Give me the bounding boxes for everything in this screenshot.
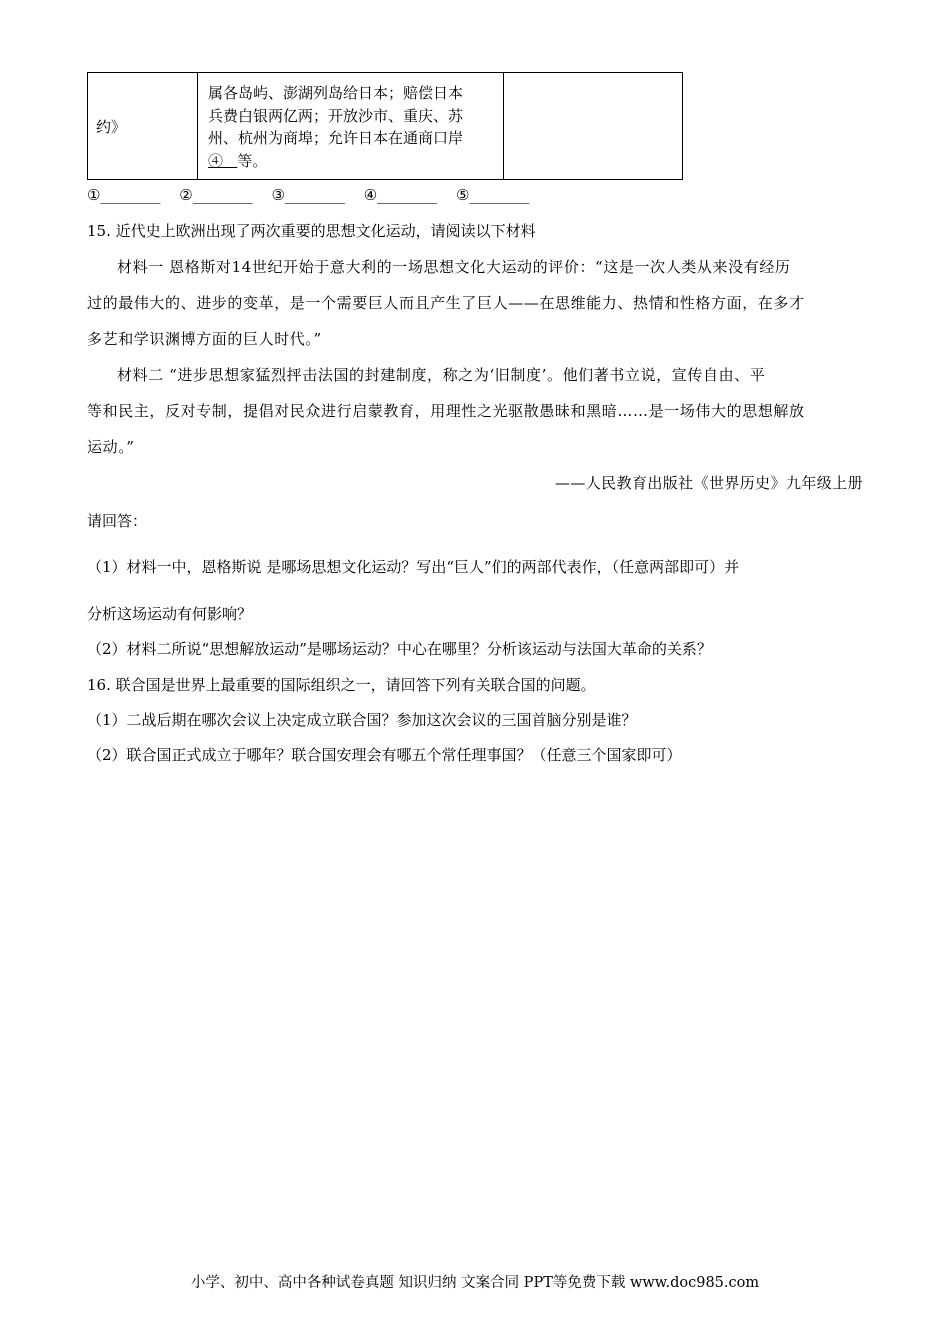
blank-1[interactable]: ①________	[87, 186, 161, 204]
blank-4[interactable]: ④________	[363, 186, 438, 204]
empty-cell	[504, 73, 682, 179]
q15-sub-2: （2）材料二所说“思想解放运动”是哪场运动？中心在哪里？分析该运动与法国大革命的关系？	[87, 640, 712, 658]
material-1-line-1: 材料一 恩格斯对14世纪开始于意大利的一场思想文化大运动的评价：“这是一次人类从来没有经历	[117, 258, 791, 276]
q15-stem: 15. 近代史上欧洲出现了两次重要的思想文化运动，请阅读以下材料	[87, 222, 536, 240]
content-line: 兵费白银两亿两；开放沙市、重庆、苏	[208, 106, 464, 125]
page-footer: 小学、初中、高中各种试卷真题 知识归纳 文案合同 PPT等免费下载 www.doc985.com	[190, 1275, 760, 1291]
answer-prompt: 请回答：	[87, 512, 148, 530]
treaty-name-cell: 约》	[88, 73, 198, 179]
blank-3[interactable]: ③________	[271, 186, 345, 204]
content-line	[208, 150, 497, 173]
material-1-line-2: 过的最伟大的、进步的变革，是一个需要巨人而且产生了巨人——在思维能力、热情和性格方面，在多才	[87, 294, 805, 312]
q15-sub-1-line-1: （1）材料一中，恩格斯说 是哪场思想文化运动？写出“巨人”们的两部代表作，（任意两部即可）并	[87, 558, 740, 576]
content-line: 州、杭州为商埠；允许日本在通商口岸	[208, 129, 464, 147]
q16-sub-1: （1）二战后期在哪次会议上决定成立联合国？参加这次会议的三国首脑分别是谁？	[87, 711, 637, 729]
material-2-line-1: 材料二 “进步思想家猛烈抨击法国的封建制度，称之为‘旧制度’。他们著书立说，宣传自由、平	[117, 366, 766, 384]
q15-sub-1-line-2: 分析这场运动有何影响？	[87, 605, 253, 623]
material-source: ——人民教育出版社《世界历史》九年级上册	[554, 474, 863, 492]
content-end: 等。	[237, 151, 268, 170]
fill-in-blanks	[87, 186, 543, 204]
q16-stem: 16. 联合国是世界上最重要的国际组织之一，请回答下列有关联合国的问题。	[87, 676, 596, 694]
material-2-line-3: 运动。”	[87, 438, 135, 456]
treaty-table-fragment	[87, 72, 683, 180]
material-1-line-3: 多艺和学识渊博方面的巨人时代。”	[87, 330, 322, 348]
blank-5[interactable]: ⑤________	[455, 186, 530, 204]
material-2-line-2: 等和民主，反对专制，提倡对民众进行启蒙教育，用理性之光驱散愚昧和黑暗……是一场伟大的思想解放	[87, 402, 805, 420]
treaty-content-cell	[198, 73, 504, 179]
content-line: 属各岛屿、澎湖列岛给日本；赔偿日本	[208, 84, 464, 102]
blank-4: ④	[208, 151, 224, 170]
blank-2[interactable]: ②________	[179, 186, 253, 204]
q16-sub-2: （2）联合国正式成立于哪年？联合国安理会有哪五个常任理事国？（任意三个国家即可）	[87, 746, 682, 764]
